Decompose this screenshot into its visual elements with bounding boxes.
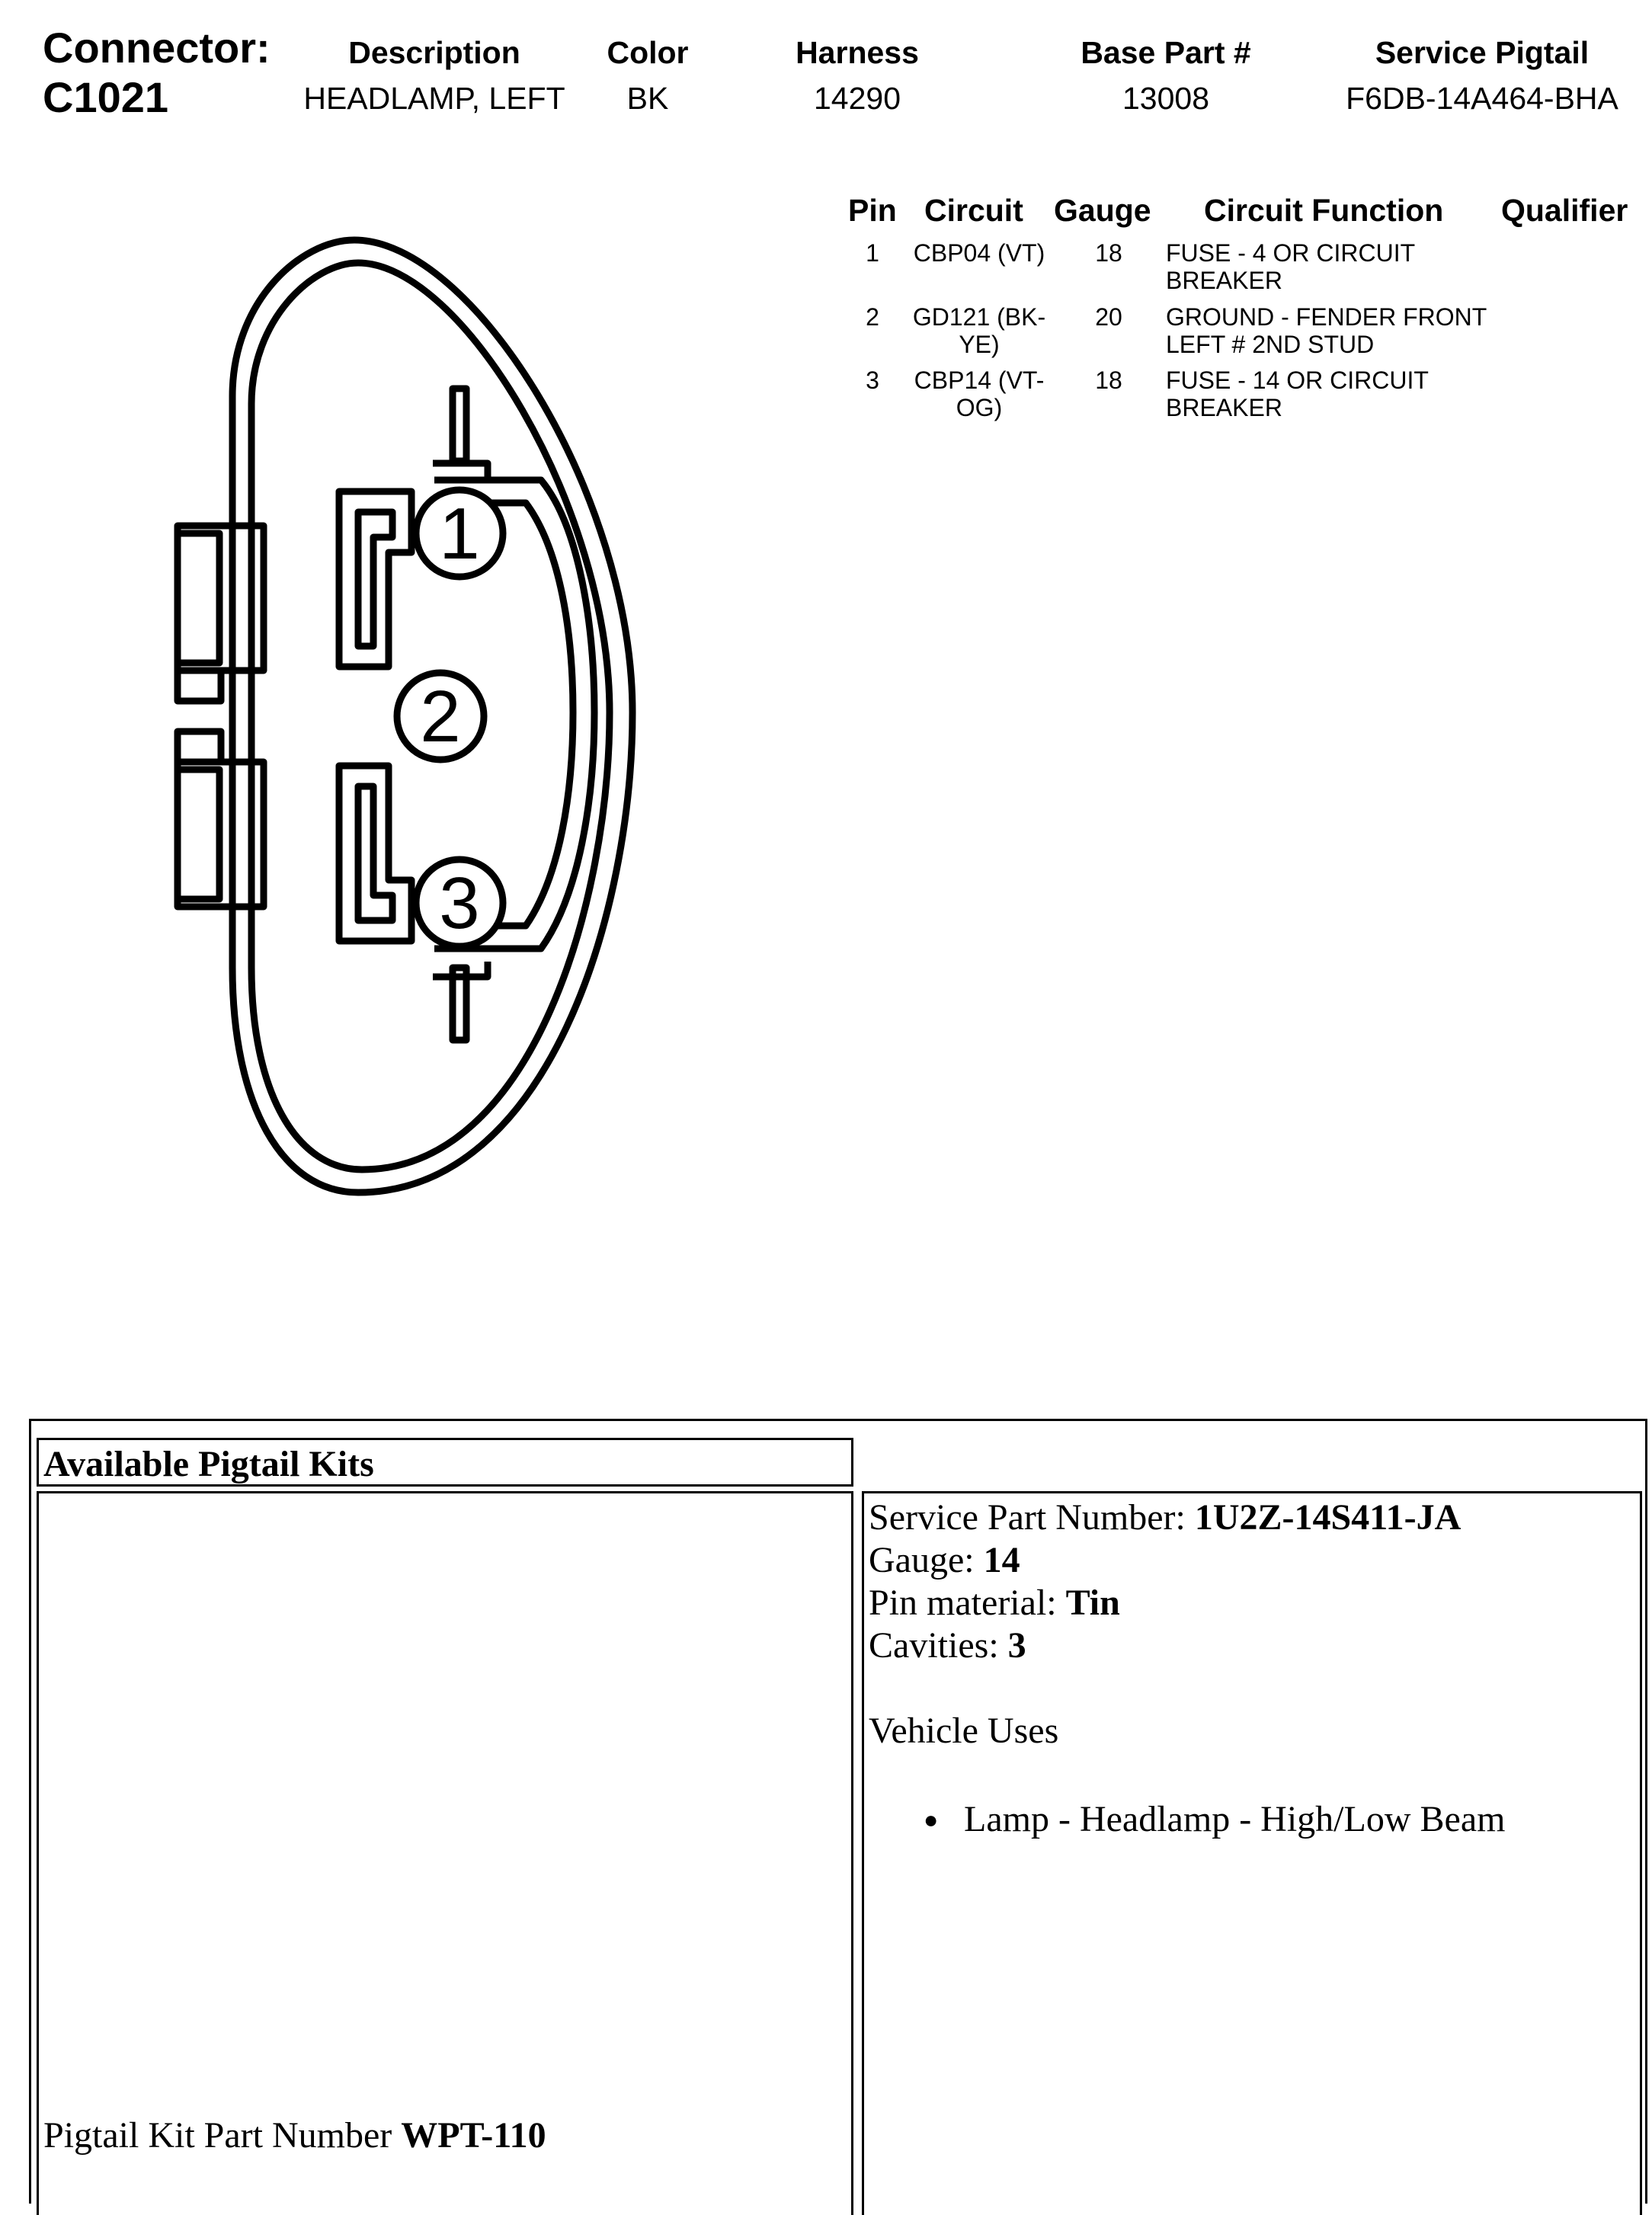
pin-2-label: 2 <box>420 676 461 757</box>
base-part-label: Base Part # <box>1081 35 1251 70</box>
harness-value: 14290 <box>813 81 901 116</box>
pin-number: 2 <box>866 303 879 331</box>
cavities-line <box>869 1624 1505 1667</box>
connector-id: C1021 <box>43 73 169 121</box>
connector-label: Connector: <box>43 24 271 72</box>
description-value: HEADLAMP, LEFT <box>303 81 565 116</box>
kit-image-cell <box>37 1491 853 2215</box>
base-part-value: 13008 <box>1122 81 1209 116</box>
color-value: BK <box>626 81 669 116</box>
pigtail-kits-table <box>29 1419 1647 2204</box>
lower-latch-base <box>178 731 221 762</box>
gauge-line <box>869 1539 1505 1582</box>
gauge-value: 18 <box>1095 366 1122 394</box>
service-part-number: 1U2Z-14S411-JA <box>1194 1497 1462 1538</box>
kit-gauge-value: 14 <box>983 1540 1020 1580</box>
gauge-value: 18 <box>1095 239 1122 267</box>
gauge-value: 20 <box>1095 303 1122 331</box>
circuit-line2: OG) <box>956 394 1003 421</box>
circuit-line1: CBP14 (VT- <box>914 366 1045 394</box>
function-line1: FUSE - 14 OR CIRCUIT <box>1166 366 1429 394</box>
gauge-header: Gauge <box>1054 193 1151 228</box>
pin-material-line <box>869 1582 1505 1624</box>
qualifier-header: Qualifier <box>1501 193 1628 228</box>
kits-title: Available Pigtail Kits <box>43 1444 374 1484</box>
function-line2: BREAKER <box>1166 267 1282 294</box>
pin1-backing <box>433 463 488 479</box>
pin-number: 1 <box>866 239 879 267</box>
cavities-value: 3 <box>1007 1625 1026 1666</box>
cavities-label: Cavities: <box>869 1625 999 1666</box>
function-line1: FUSE - 4 OR CIRCUIT <box>1166 239 1416 267</box>
kit-part-number: WPT-110 <box>401 2115 546 2156</box>
kits-title-cell <box>37 1438 853 1487</box>
vehicle-uses-label: Vehicle Uses <box>869 1711 1059 1751</box>
upper-latch-inner <box>178 533 219 663</box>
pin1-blade <box>453 389 466 461</box>
pin-material-label: Pin material: <box>869 1583 1057 1623</box>
kit-details-cell <box>862 1491 1642 2215</box>
function-line2: LEFT # 2ND STUD <box>1166 331 1375 358</box>
kit-part-label: Pigtail Kit Part Number <box>43 2115 392 2156</box>
service-pigtail-label: Service Pigtail <box>1375 35 1590 70</box>
pin-3-label: 3 <box>439 863 480 944</box>
lower-latch-inner <box>178 770 219 899</box>
circuit-line1: GD121 (BK- <box>912 303 1046 331</box>
connector-face-diagram <box>145 217 671 1208</box>
pin-1-label: 1 <box>439 493 480 575</box>
harness-label: Harness <box>796 35 919 70</box>
service-part-label: Service Part Number: <box>869 1497 1186 1538</box>
upper-latch-base <box>178 671 221 701</box>
description-label: Description <box>348 35 520 70</box>
bullet-icon: ● <box>924 1806 939 1833</box>
service-part-line <box>869 1496 1505 1539</box>
vehicle-use-text: Lamp - Headlamp - High/Low Beam <box>964 1799 1506 1839</box>
pin-number: 3 <box>866 366 879 394</box>
circuit-line1: CBP04 (VT) <box>913 239 1045 267</box>
function-line1: GROUND - FENDER FRONT <box>1166 303 1487 331</box>
kit-gauge-label: Gauge: <box>869 1540 975 1580</box>
pin-material-value: Tin <box>1065 1583 1120 1623</box>
function-line2: BREAKER <box>1166 394 1282 421</box>
pin-header: Pin <box>848 193 897 228</box>
service-pigtail-value: F6DB-14A464-BHA <box>1346 81 1618 116</box>
kit-part-number-line <box>43 2114 546 2157</box>
circuit-line2: YE) <box>959 331 1000 358</box>
function-header: Circuit Function <box>1204 193 1444 228</box>
circuit-header: Circuit <box>924 193 1023 228</box>
color-label: Color <box>607 35 689 70</box>
vehicle-use-item <box>869 1798 1505 1841</box>
